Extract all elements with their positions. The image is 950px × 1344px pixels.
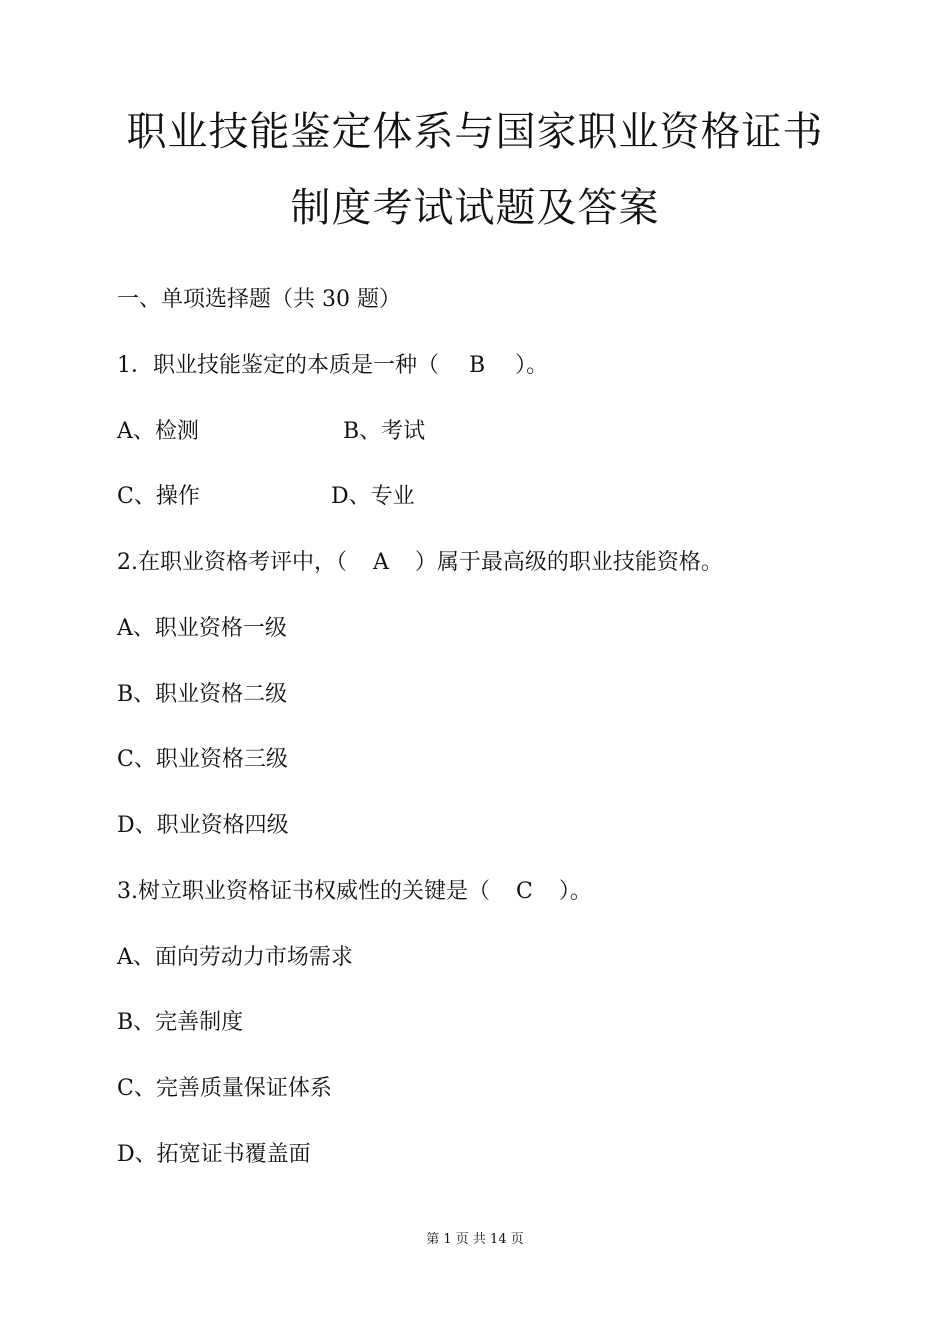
question-1-option-a: A、检测 bbox=[117, 419, 199, 444]
question-1-answer: B bbox=[469, 353, 486, 378]
question-2-option-b: B、职业资格二级 bbox=[117, 682, 288, 707]
question-1-stem-before: 1．职业技能鉴定的本质是一种（ bbox=[117, 353, 439, 378]
page-footer: 第 1 页 共 14 页 bbox=[426, 1232, 524, 1247]
section-heading: 一、单项选择题（共 30 题） bbox=[117, 287, 401, 312]
question-2-stem bbox=[117, 548, 723, 578]
question-3-option-a: A、面向劳动力市场需求 bbox=[117, 945, 353, 970]
question-2-stem-after: ）属于最高级的职业技能资格。 bbox=[414, 550, 723, 575]
question-3-stem-before: 3.树立职业资格证书权威性的关键是（ bbox=[117, 879, 490, 904]
question-3-option-c: C、完善质量保证体系 bbox=[117, 1076, 332, 1101]
question-2-answer: A bbox=[373, 550, 389, 575]
document-title-line-2: 制度考试试题及答案 bbox=[290, 185, 660, 231]
question-2-stem-before: 2.在职业资格考评中，（ bbox=[117, 550, 347, 575]
question-1-stem bbox=[117, 351, 548, 381]
question-1-option-c: C、操作 bbox=[117, 484, 200, 509]
question-3-option-d: D、拓宽证书覆盖面 bbox=[117, 1142, 311, 1167]
question-3-stem-after: ）。 bbox=[558, 879, 592, 904]
question-1-option-b: B、考试 bbox=[343, 419, 426, 444]
question-2-option-d: D、职业资格四级 bbox=[117, 813, 289, 838]
question-2-option-c: C、职业资格三级 bbox=[117, 747, 288, 772]
question-2-option-a: A、职业资格一级 bbox=[117, 616, 287, 641]
question-3-answer: C bbox=[516, 879, 533, 904]
question-1-stem-after: ）。 bbox=[515, 353, 549, 378]
document-title-line-1: 职业技能鉴定体系与国家职业资格证书 bbox=[126, 109, 824, 155]
question-1-option-d: D、专业 bbox=[331, 484, 415, 509]
question-3-stem bbox=[117, 877, 592, 907]
question-3-option-b: B、完善制度 bbox=[117, 1010, 244, 1035]
